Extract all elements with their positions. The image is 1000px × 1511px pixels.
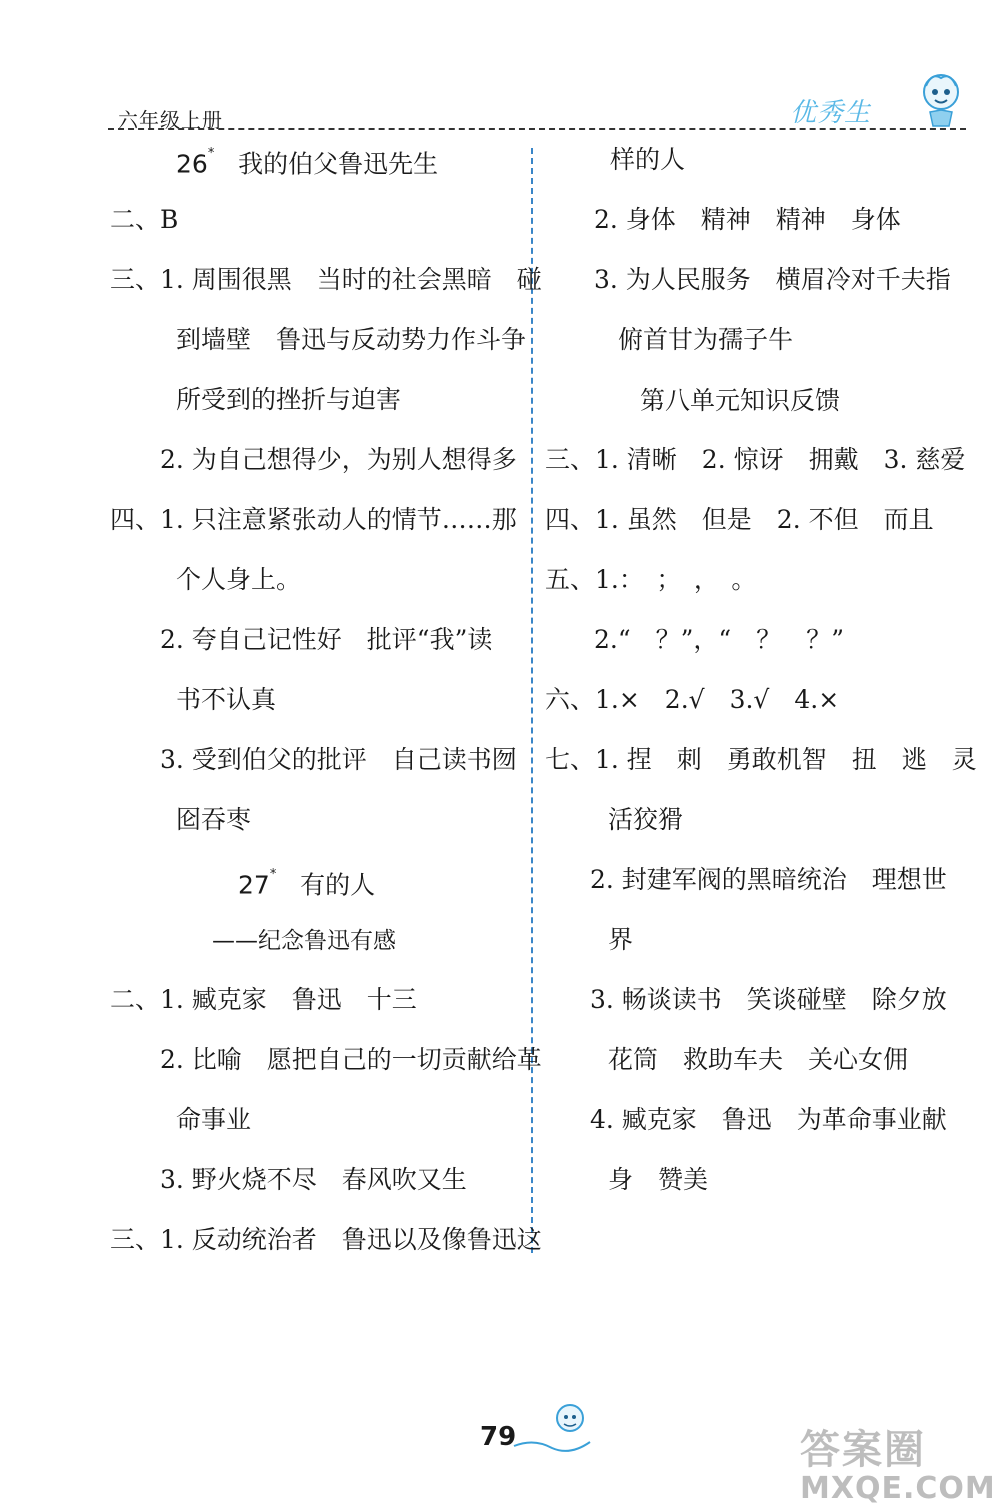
answer-line: 囵吞枣	[176, 805, 252, 834]
answer-line: 所受到的挫折与迫害	[176, 385, 402, 414]
unit-8-heading: 第八单元知识反馈	[640, 386, 841, 415]
mascot-icon	[918, 70, 964, 132]
lesson-27-asterisk: *	[269, 867, 277, 882]
answer-line: 3. 畅谈读书 笑谈碰壁 除夕放	[590, 985, 947, 1014]
answer-line: 四、1. 只注意紧张动人的情节……那	[110, 505, 517, 534]
answer-line: 2. 夸自己记性好 批评“我”读	[160, 625, 493, 654]
answer-line: 3. 为人民服务 横眉冷对千夫指	[594, 265, 951, 294]
answer-line: 三、1. 清晰 2. 惊讶 拥戴 3. 慈爱	[545, 445, 966, 474]
grade-label: 六年级上册	[118, 108, 223, 132]
answer-line: 三、1. 周围很黑 当时的社会黑暗 碰	[110, 265, 542, 294]
lesson-26-title: 我的伯父鲁迅先生	[238, 149, 439, 179]
answer-line: 3. 野火烧不尽 春风吹又生	[160, 1165, 467, 1194]
answer-line: 四、1. 虽然 但是 2. 不但 而且	[545, 505, 934, 534]
answer-line: 身 赞美	[608, 1165, 709, 1194]
answer-line: 七、1. 捏 刺 勇敢机智 扭 逃 灵	[545, 745, 977, 774]
page-number: 79	[480, 1422, 517, 1452]
answer-line: 2.“ ？”，“ ？ ？”	[594, 625, 844, 654]
answer-line: 2. 封建军阀的黑暗统治 理想世	[590, 865, 947, 894]
footer-mascot-icon	[512, 1398, 602, 1462]
answer-line: 书不认真	[176, 685, 277, 714]
answer-line: 个人身上。	[176, 565, 302, 594]
answer-line: 样的人	[610, 145, 686, 174]
lesson-26-number: 26	[176, 149, 208, 179]
lesson-27-title: 有的人	[300, 870, 376, 900]
watermark-top: 答案圈	[800, 1427, 926, 1473]
lesson-26-asterisk: *	[207, 146, 215, 161]
lesson-27-number: 27	[238, 870, 270, 900]
answer-line: 俯首甘为孺子牛	[618, 325, 794, 354]
answer-line: 2. 比喻 愿把自己的一切贡献给革	[160, 1045, 542, 1074]
answer-line: 六、1.× 2.√ 3.√ 4.×	[545, 685, 840, 714]
answer-line: 五、1.： ； ， 。	[545, 565, 757, 594]
answer-line: 命事业	[176, 1105, 252, 1134]
lesson-27-heading	[238, 866, 375, 900]
column-divider	[531, 148, 533, 1253]
answer-line: 三、1. 反动统治者 鲁迅以及像鲁迅这	[110, 1225, 542, 1254]
header-divider	[108, 128, 966, 130]
answer-line: 2. 为自己想得少，为别人想得多	[160, 445, 517, 474]
answer-line: 4. 臧克家 鲁迅 为革命事业献	[590, 1105, 947, 1134]
answer-line: 到墙壁 鲁迅与反动势力作斗争	[176, 325, 527, 354]
lesson-27-subtitle: ——纪念鲁迅有感	[212, 928, 396, 954]
answer-line: 3. 受到伯父的批评 自己读书囫	[160, 745, 517, 774]
answer-line: 活狡猾	[608, 805, 684, 834]
answer-line: 二、1. 臧克家 鲁迅 十三	[110, 985, 417, 1014]
watermark	[800, 1418, 996, 1506]
watermark-bottom: MXQE.COM	[800, 1471, 996, 1506]
answer-line: 界	[608, 925, 634, 954]
answer-line: 二、B	[110, 205, 179, 234]
lesson-26-heading	[176, 145, 438, 179]
answer-line: 2. 身体 精神 精神 身体	[594, 205, 901, 234]
answer-line: 花筒 救助车夫 关心女佣	[608, 1045, 909, 1074]
brand-logo-text: 优秀生	[790, 98, 872, 128]
